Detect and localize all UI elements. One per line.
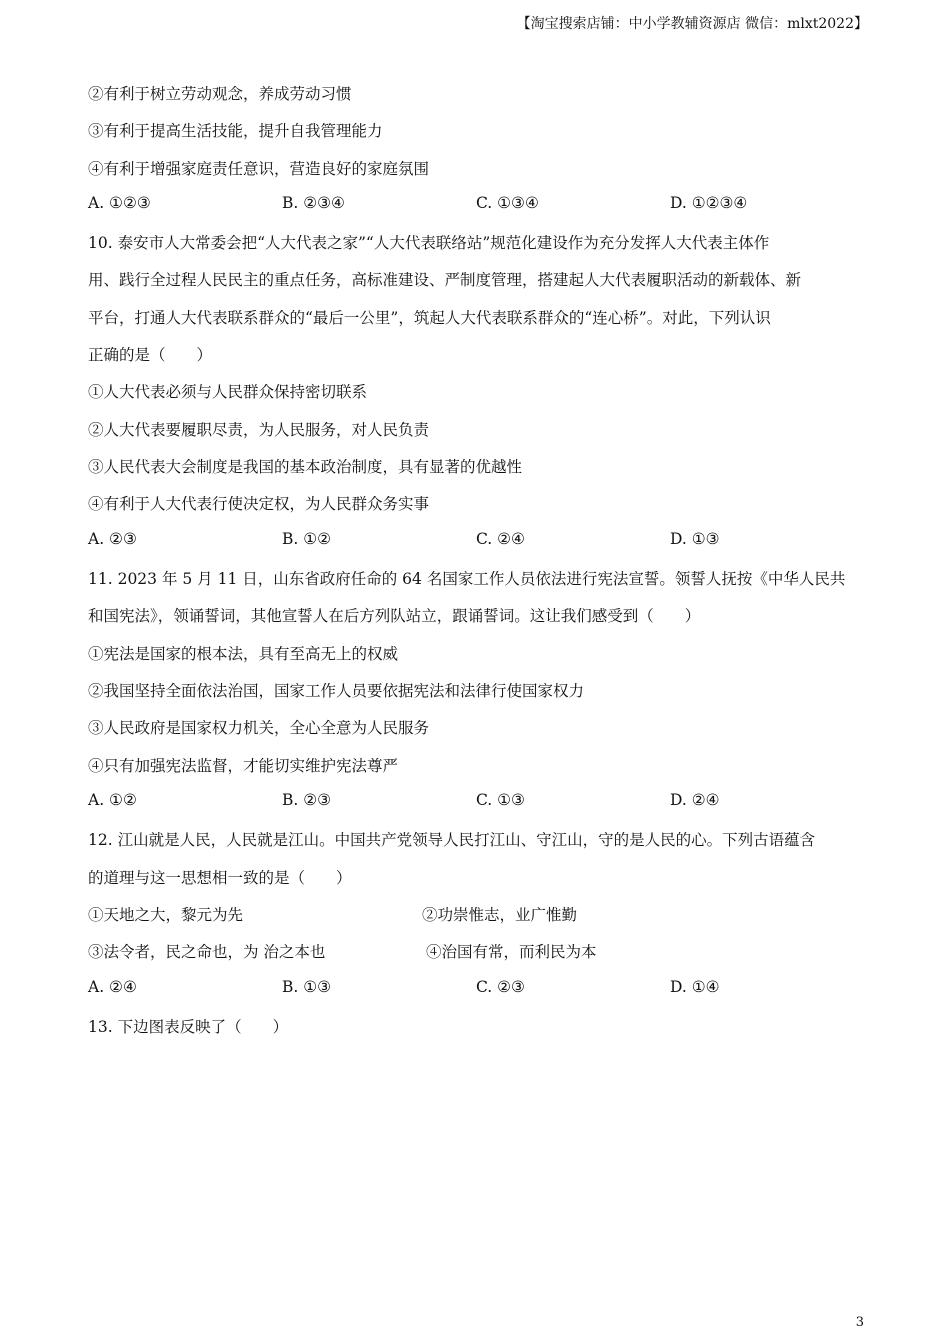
q9-option-c: C. ①③④ <box>476 194 539 212</box>
page-header: 【淘宝搜索店铺：中小学教辅资源店 微信：mlxt2022】 <box>516 16 868 32</box>
page-number: 3 <box>855 1315 864 1330</box>
q11-item-4: ④只有加强宪法监督，才能切实维护宪法尊严 <box>88 757 399 775</box>
q9-option-b: B. ②③④ <box>282 194 345 212</box>
q10-item-4: ④有利于人大代表行使决定权，为人民群众务实事 <box>88 495 430 513</box>
q12-stem-line-1: 12. 江山就是人民，人民就是江山。中国共产党领导人民打江山、守江山，守的是人民的心。下列古语蕴含 <box>88 831 816 849</box>
q11-option-a: A. ①② <box>88 791 137 809</box>
q11-item-3: ③人民政府是国家权力机关，全心全意为人民服务 <box>88 719 430 737</box>
q10-stem-line-3: 平台，打通人大代表联系群众的“最后一公里”，筑起人大代表联系群众的“连心桥”。对此，下列认识 <box>88 309 771 327</box>
q10-item-3: ③人民代表大会制度是我国的基本政治制度，具有显著的优越性 <box>88 458 523 476</box>
q9-item-2: ②有利于树立劳动观念，养成劳动习惯 <box>88 85 352 103</box>
q9-item-4: ④有利于增强家庭责任意识，营造良好的家庭氛围 <box>88 160 430 178</box>
q9-option-d: D. ①②③④ <box>670 194 748 212</box>
q10-item-1: ①人大代表必须与人民群众保持密切联系 <box>88 383 368 401</box>
q11-option-c: C. ①③ <box>476 791 525 809</box>
q12-item-3: ③法令者，民之命也，为 治之本也 <box>88 943 326 961</box>
q10-stem-line-1: 10. 泰安市人大常委会把“人大代表之家”“人大代表联络站”规范化建设作为充分发挥人大代表主体作 <box>88 234 770 252</box>
q12-option-d: D. ①④ <box>670 978 720 996</box>
q10-stem-line-2: 用、践行全过程人民民主的重点任务，高标准建设、严制度管理，搭建起人大代表履职活动的新载体、新 <box>88 271 802 289</box>
q10-option-d: D. ①③ <box>670 530 720 548</box>
q13-stem: 13. 下边图表反映了（ ） <box>88 1018 289 1036</box>
q12-stem-line-2: 的道理与这一思想相一致的是（ ） <box>88 869 352 887</box>
q11-stem-line-1: 11. 2023 年 5 月 11 日，山东省政府任命的 64 名国家工作人员依法进行宪法宣誓。领誓人抚按《中华人民共 <box>88 570 846 588</box>
q10-option-c: C. ②④ <box>476 530 525 548</box>
q12-option-c: C. ②③ <box>476 978 525 996</box>
q10-option-a: A. ②③ <box>88 530 137 548</box>
q12-item-2: ②功崇惟志，业广惟勤 <box>422 906 578 924</box>
q11-item-2: ②我国坚持全面依法治国，国家工作人员要依据宪法和法律行使国家权力 <box>88 682 585 700</box>
q11-stem-line-2: 和国宪法》，领诵誓词，其他宣誓人在后方列队站立，跟诵誓词。这让我们感受到（ ） <box>88 607 701 625</box>
q10-stem-line-4: 正确的是（ ） <box>88 346 213 364</box>
q12-item-1: ①天地之大，黎元为先 <box>88 906 244 924</box>
q10-option-b: B. ①② <box>282 530 332 548</box>
q12-item-4: ④治国有常，而利民为本 <box>426 943 597 961</box>
q9-item-3: ③有利于提高生活技能，提升自我管理能力 <box>88 122 383 140</box>
q9-option-a: A. ①②③ <box>88 194 151 212</box>
q11-option-d: D. ②④ <box>670 791 720 809</box>
q12-option-a: A. ②④ <box>88 978 137 996</box>
q10-item-2: ②人大代表要履职尽责，为人民服务，对人民负责 <box>88 421 430 439</box>
q12-option-b: B. ①③ <box>282 978 332 996</box>
q11-option-b: B. ②③ <box>282 791 332 809</box>
q11-item-1: ①宪法是国家的根本法，具有至高无上的权威 <box>88 645 399 663</box>
